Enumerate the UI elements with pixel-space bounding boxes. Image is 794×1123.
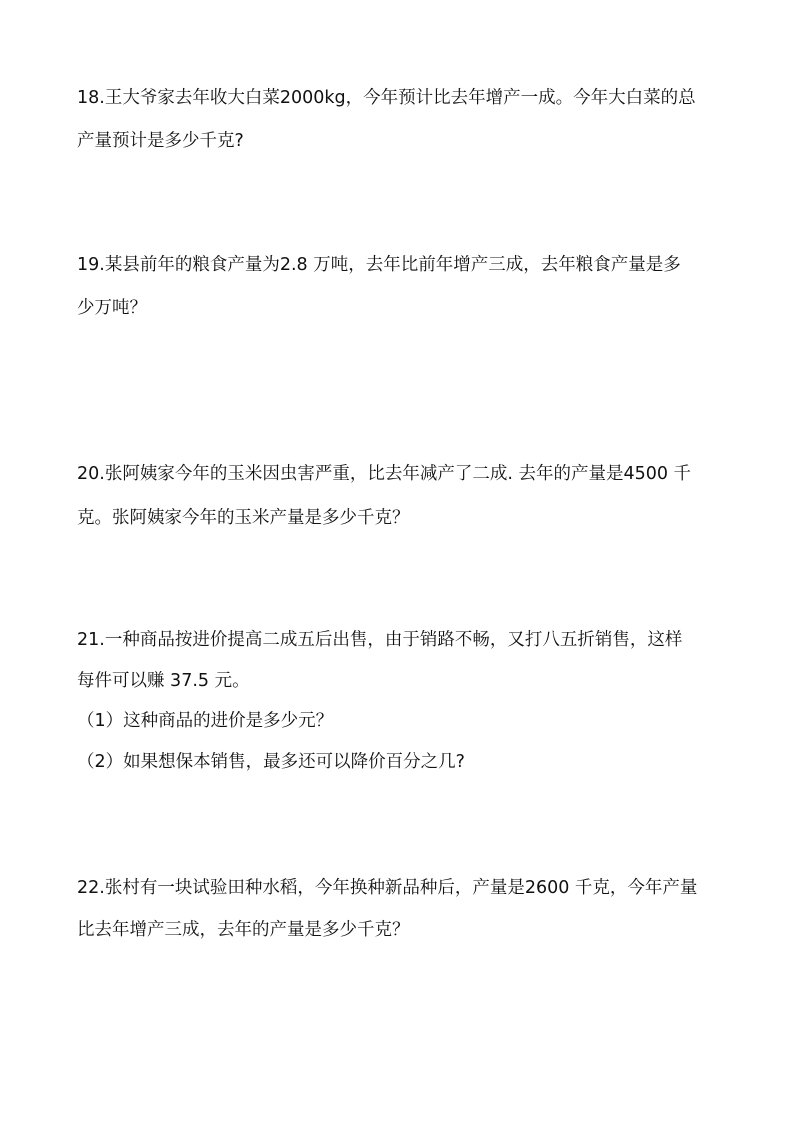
question-20-line-1: 20.张阿姨家今年的玉米因虫害严重，比去年减产了二成. 去年的产量是4500 千 (77, 464, 692, 484)
question-18-line-1: 18.王大爷家去年收大白菜2000kg，今年预计比去年增产一成。今年大白菜的总 (77, 88, 696, 108)
question-21-line-1: 21.一种商品按进价提高二成五后出售，由于销路不畅，又打八五折销售，这样 (77, 630, 683, 650)
question-22-line-1: 22.张村有一块试验田种水稻，今年换种新品种后，产量是2600 千克，今年产量 (77, 878, 698, 898)
question-21-part-2: （2）如果想保本销售，最多还可以降价百分之几? (77, 752, 465, 772)
question-20-line-2: 克。张阿姨家今年的玉米产量是多少千克？ (77, 508, 410, 528)
question-19-line-2: 少万吨？ (77, 298, 147, 318)
question-21-part-1: （1）这种商品的进价是多少元？ (77, 711, 334, 731)
question-21-line-2: 每件可以赚 37.5 元。 (77, 671, 250, 691)
question-19-line-1: 19.某县前年的粮食产量为2.8 万吨，去年比前年增产三成，去年粮食产量是多 (77, 255, 681, 275)
question-18-line-2: 产量预计是多少千克? (77, 131, 244, 151)
question-22-line-2: 比去年增产三成，去年的产量是多少千克？ (77, 920, 410, 940)
